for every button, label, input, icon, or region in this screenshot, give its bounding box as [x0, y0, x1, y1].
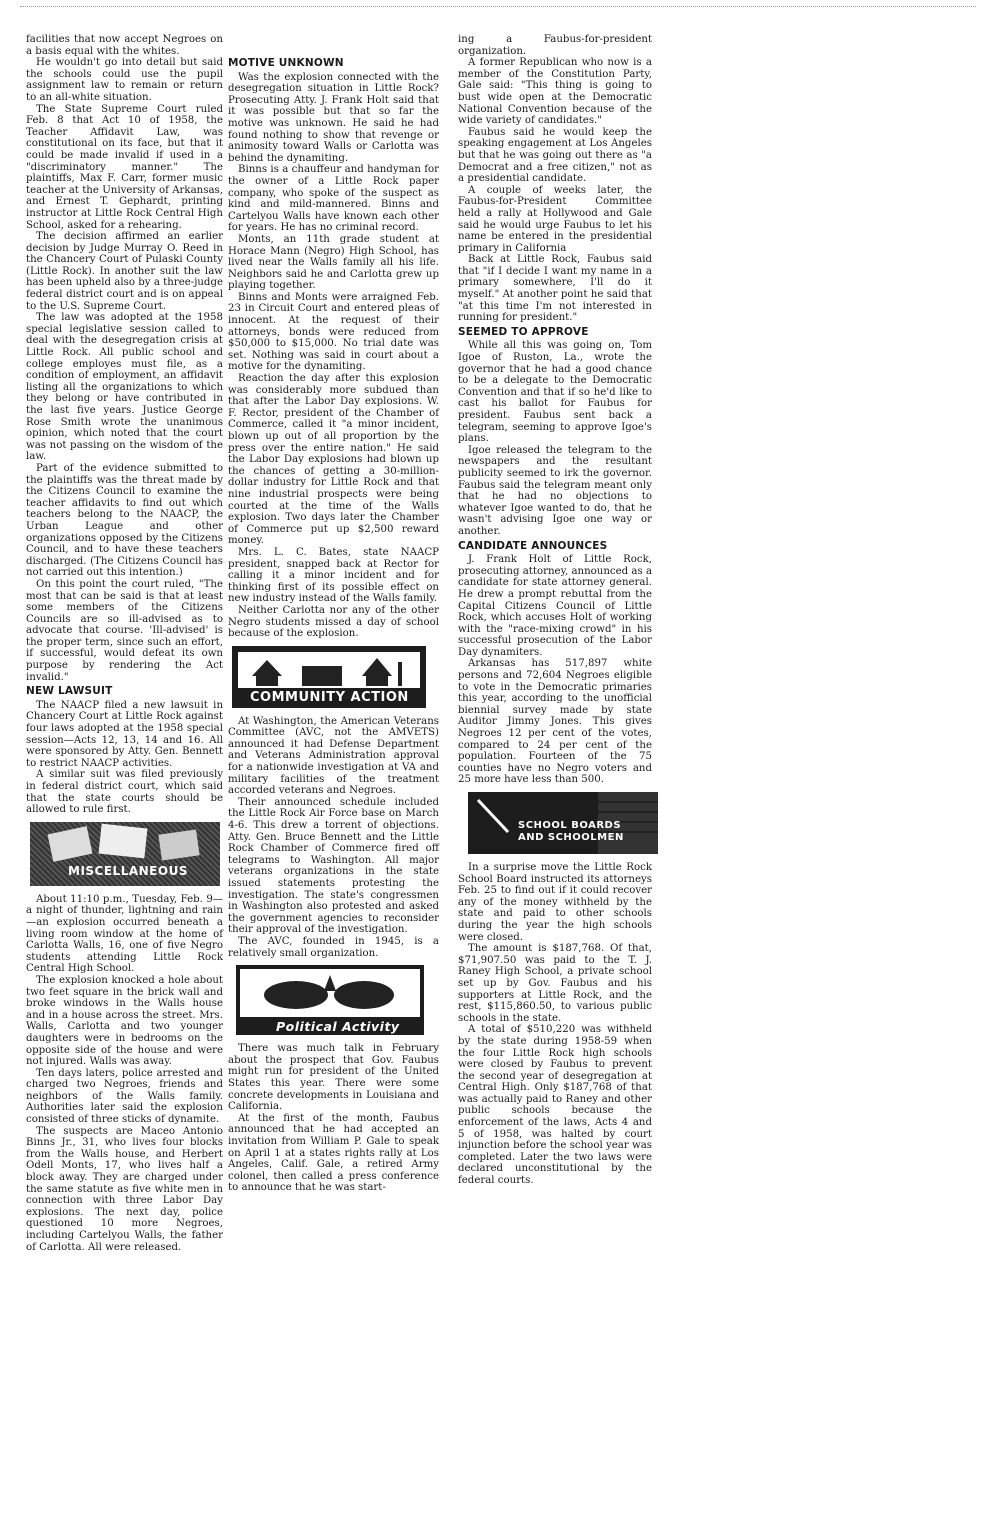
column-1 [26, 34, 223, 1253]
paragraph: A former Republican who now is a member of the Constitution Party, Gale said: "This thing is going to bust wide open at the Democratic National Convention because of the wide variety of candidates." [458, 57, 652, 127]
paragraph: Binns is a chauffeur and handyman for the owner of a Little Rock paper company, who spoke of the suspect as kind and mild-mannered. Binns and Cartelyou Walls have known each other for years. He has no criminal record. [228, 164, 439, 234]
paragraph: At the first of the month, Faubus announced that he had accepted an invitation from William P. Gale to speak on April 1 at a states rights rally at Los Angeles, Calif. Gale, a retired Army colonel, then called a press conference to announce that he was start- [228, 1112, 439, 1194]
paragraph: ing a Faubus-for-president organization. [458, 34, 652, 57]
banner-line-1: SCHOOL BOARDS [518, 820, 622, 831]
paragraph: The law was adopted at the 1958 special legislative session called to deal with the desegregation crisis at Little Rock. All public school and college employes must file, as a condition of employment, an affidavit listing all the organizations to which they belong or have contributed in the last five years. Justice George Rose Smith wrote the unanimous opinion, which noted that the court was not passing on the wisdom of the law. [26, 312, 223, 463]
paragraph: Reaction the day after this explosion was considerably more subdued than that after the Labor Day explosions. W. F. Rector, president of the Chamber of Commerce, called it "a minor incident, blown up out of all proportion by the press over the entire nation." He said the Labor Day explosions had blown up the chances of getting a 30-million-dollar industry for Little Rock and that nine industrial prospects were being courted at the time of the Walls explosion. Two days later the Chamber of Commerce put up $2,500 reward money. [228, 373, 439, 547]
section-heading-seemed-to-approve: SEEMED TO APPROVE [458, 325, 589, 338]
paragraph: The amount is $187,768. Of that, $71,907.50 was paid to the T. J. Raney High School, a private school set up by Gov. Faubus and his supporters at Little Rock, and the rest, $115,860.50, to various public schools in the state. [458, 943, 652, 1024]
paragraph: Binns and Monts were arraigned Feb. 23 in Circuit Court and entered pleas of innocent. At the request of their attorneys, bonds were reduced from $50,000 to $15,000. No trial date was set. Nothing was said in court about a motive for the dynamiting. [228, 291, 439, 373]
paragraph: Ten days laters, police arrested and charged two Negroes, friends and neighbors of the Walls family. Authorities later said the explosion consisted of three sticks of dynamite. [26, 1067, 223, 1126]
community-action-banner-label: COMMUNITY ACTION [250, 690, 409, 706]
paragraph: He wouldn't go into detail but said the schools could use the pupil assignment law to remain or return to an all-white situation. [26, 57, 223, 103]
paragraph: At Washington, the American Veterans Committee (AVC, not the AMVETS) announced it had Defense Department and Veterans Administration approval for a nationwide investigation at VA and military facilities of the treatment accorded veterans and Negroes. [228, 715, 439, 797]
paragraph: The State Supreme Court ruled Feb. 8 that Act 10 of 1958, the Teacher Affidavit Law, was constitutional on its face, but that it could be made invalid if used in a "discriminatory manner." The plaintiffs, Max F. Carr, former music teacher at the University of Arkansas, and Ernest T. Gephardt, printing instructor at Little Rock Central High School, asked for a rehearing. [26, 103, 223, 231]
column-3 [458, 34, 652, 1187]
paragraph: facilities that now accept Negroes on a basis equal with the whites. [26, 34, 223, 57]
miscellaneous-banner-label: MISCELLANEOUS [68, 864, 188, 879]
community-action-banner [232, 646, 426, 708]
paragraph: About 11:10 p.m., Tuesday, Feb. 9—a night of thunder, lightning and rain—an explosion occurred beneath a living room window at the home of Carlotta Walls, 16, one of five Negro students attending Little Rock Central High School. [26, 893, 223, 975]
paragraph: Arkansas has 517,897 white persons and 72,604 Negroes eligible to vote in the Democratic primaries this year, according to the unofficial biennial survey made by state Auditor Jimmy Jones. This gives Negroes 12 per cent of the votes, compared to 24 per cent of the population. Fourteen of the 75 counties have no Negro voters and 25 more have less than 500. [458, 658, 652, 786]
paragraph: The suspects are Maceo Antonio Binns Jr., 31, who lives four blocks from the Walls house, and Herbert Odell Monts, 17, who lives half a block away. They are charged under the same statute as five white men in connection with three Labor Day explosions. The next day, police questioned 10 more Negroes, including Cartelyou Walls, the father of Carlotta. All were released. [26, 1125, 223, 1253]
school-boards-banner-label [518, 820, 624, 844]
paragraph: Their announced schedule included the Little Rock Air Force base on March 4-6. This drew a torrent of objections. Atty. Gen. Bruce Bennett and the Little Rock Chamber of Commerce fired off telegrams to Washington. All major veterans organizations in the state issued statements protesting the investigation. The state's congressmen in Washington also protested and asked the government agencies to reconsider their approval of the investigation. [228, 796, 439, 936]
paragraph: A couple of weeks later, the Faubus-for-President Committee held a rally at Hollywood and Gale said he would urge Faubus to let his name be entered in the presidential primary in California [458, 184, 652, 254]
political-activity-banner [236, 965, 424, 1035]
paragraph: Igoe released the telegram to the newspapers and the resultant publicity seemed to irk the governor. Faubus said the telegram meant only that he had no objections to whatever Igoe wanted to do, that he wasn't advising Igoe one way or another. [458, 444, 652, 537]
section-heading-new-lawsuit: NEW LAWSUIT [26, 685, 113, 698]
section-heading-candidate-announces: CANDIDATE ANNOUNCES [458, 539, 608, 552]
paragraph: Was the explosion connected with the desegregation situation in Little Rock? Prosecuting Atty. J. Frank Holt said that it was possible but that so far the motive was unknown. He said he had found nothing to show that revenge or animosity toward Walls or Carlotta was behind the dynamiting. [228, 71, 439, 164]
paragraph: Part of the evidence submitted to the plaintiffs was the threat made by the Citizens Council to examine the teacher affidavits to find out which teachers belong to the NAACP, the Urban League and other organizations opposed by the Citizens Council, and to have these teachers discharged. (The Citizens Council has not carried out this intention.) [26, 462, 223, 579]
paragraph: The AVC, founded in 1945, is a relatively small organization. [228, 935, 439, 959]
paragraph: While all this was going on, Tom Igoe of Ruston, La., wrote the governor that he had a good chance to be a delegate to the Democratic Convention and that if so he'd like to cast his ballot for Faubus for president. Faubus sent back a telegram, seeming to approve Igoe's plans. [458, 340, 652, 445]
paragraph: Mrs. L. C. Bates, state NAACP president, snapped back at Rector for calling it a minor incident and for thinking first of its possible effect on new industry instead of the Walls family. [228, 546, 439, 605]
paragraph: A similar suit was filed previously in federal district court, which said that the state courts should be allowed to rule first. [26, 769, 223, 816]
paragraph: There was much talk in February about the prospect that Gov. Faubus might run for president of the United States this year. There were some concrete developments in Louisiana and California. [228, 1043, 439, 1113]
paragraph: On this point the court ruled, "The most that can be said is that at least some members of the Citizens Councils are so ill-advised as to advocate that course. 'Ill-advised' is the proper term, since such an effort, if successful, would defeat its own purpose by rendering the Act invalid." [26, 578, 223, 683]
political-activity-banner-label: Political Activity [276, 1018, 400, 1034]
page-top-border [20, 0, 976, 7]
paragraph: Faubus said he would keep the speaking engagement at Los Angeles but that he was going out there as "a Democrat and a free citizen," not as a presidential candidate. [458, 126, 652, 185]
banner-line-2: AND SCHOOLMEN [518, 832, 624, 843]
paragraph: A total of $510,220 was withheld by the state during 1958-59 when the four Little Rock high schools were closed by Faubus to prevent the second year of desegregation at Central High. Only $187,768 of that was actually paid to Raney and other public schools because the enforcement of the laws, Acts 4 and 5 of 1958, was halted by court injunction before the school year was completed. Later the two laws were declared unconstitutional by the federal courts. [458, 1024, 652, 1187]
column-2 [228, 34, 439, 1194]
paragraph: In a surprise move the Little Rock School Board instructed its attorneys Feb. 25 to find out if it could recover any of the money withheld by the state and paid to other schools during the year the high schools were closed. [458, 862, 652, 943]
paragraph: Neither Carlotta nor any of the other Negro students missed a day of school because of the explosion. [228, 604, 439, 640]
paragraph: Monts, an 11th grade student at Horace Mann (Negro) High School, has lived near the Walls family all his life. Neighbors said he and Carlotta grew up playing together. [228, 233, 439, 292]
paragraph: The explosion knocked a hole about two feet square in the brick wall and broke windows in the Walls house and in a house across the street. Mrs. Walls, Carlotta and two younger daughters were in bedrooms on the opposite side of the house and were not injured. Walls was away. [26, 974, 223, 1068]
paragraph: Back at Little Rock, Faubus said that "if I decide I want my name in a primary somewhere, I'll do it myself." At another point he said that "at this time I'm not interested in running for president." [458, 254, 652, 324]
school-boards-banner [468, 792, 658, 854]
paragraph: The decision affirmed an earlier decision by Judge Murray O. Reed in the Chancery Court of Pulaski County (Little Rock). In another suit the law has been upheld also by a three-judge federal district court and is on appeal to the U.S. Supreme Court. [26, 231, 223, 312]
miscellaneous-banner [30, 822, 220, 886]
section-heading-motive-unknown: MOTIVE UNKNOWN [228, 57, 344, 69]
paragraph: J. Frank Holt of Little Rock, prosecuting attorney, announced as a candidate for state attorney general. He drew a prompt rebuttal from the Capital Citizens Council of Little Rock, which accuses Holt of working with the "race-mixing crowd" in his successful prosecution of the Labor Day dynamiters. [458, 554, 653, 658]
paragraph: The NAACP filed a new lawsuit in Chancery Court at Little Rock against four laws adopted at the 1958 special session—Acts 12, 13, 14 and 16. All were sponsored by Atty. Gen. Bennett to restrict NAACP activities. [26, 699, 223, 769]
